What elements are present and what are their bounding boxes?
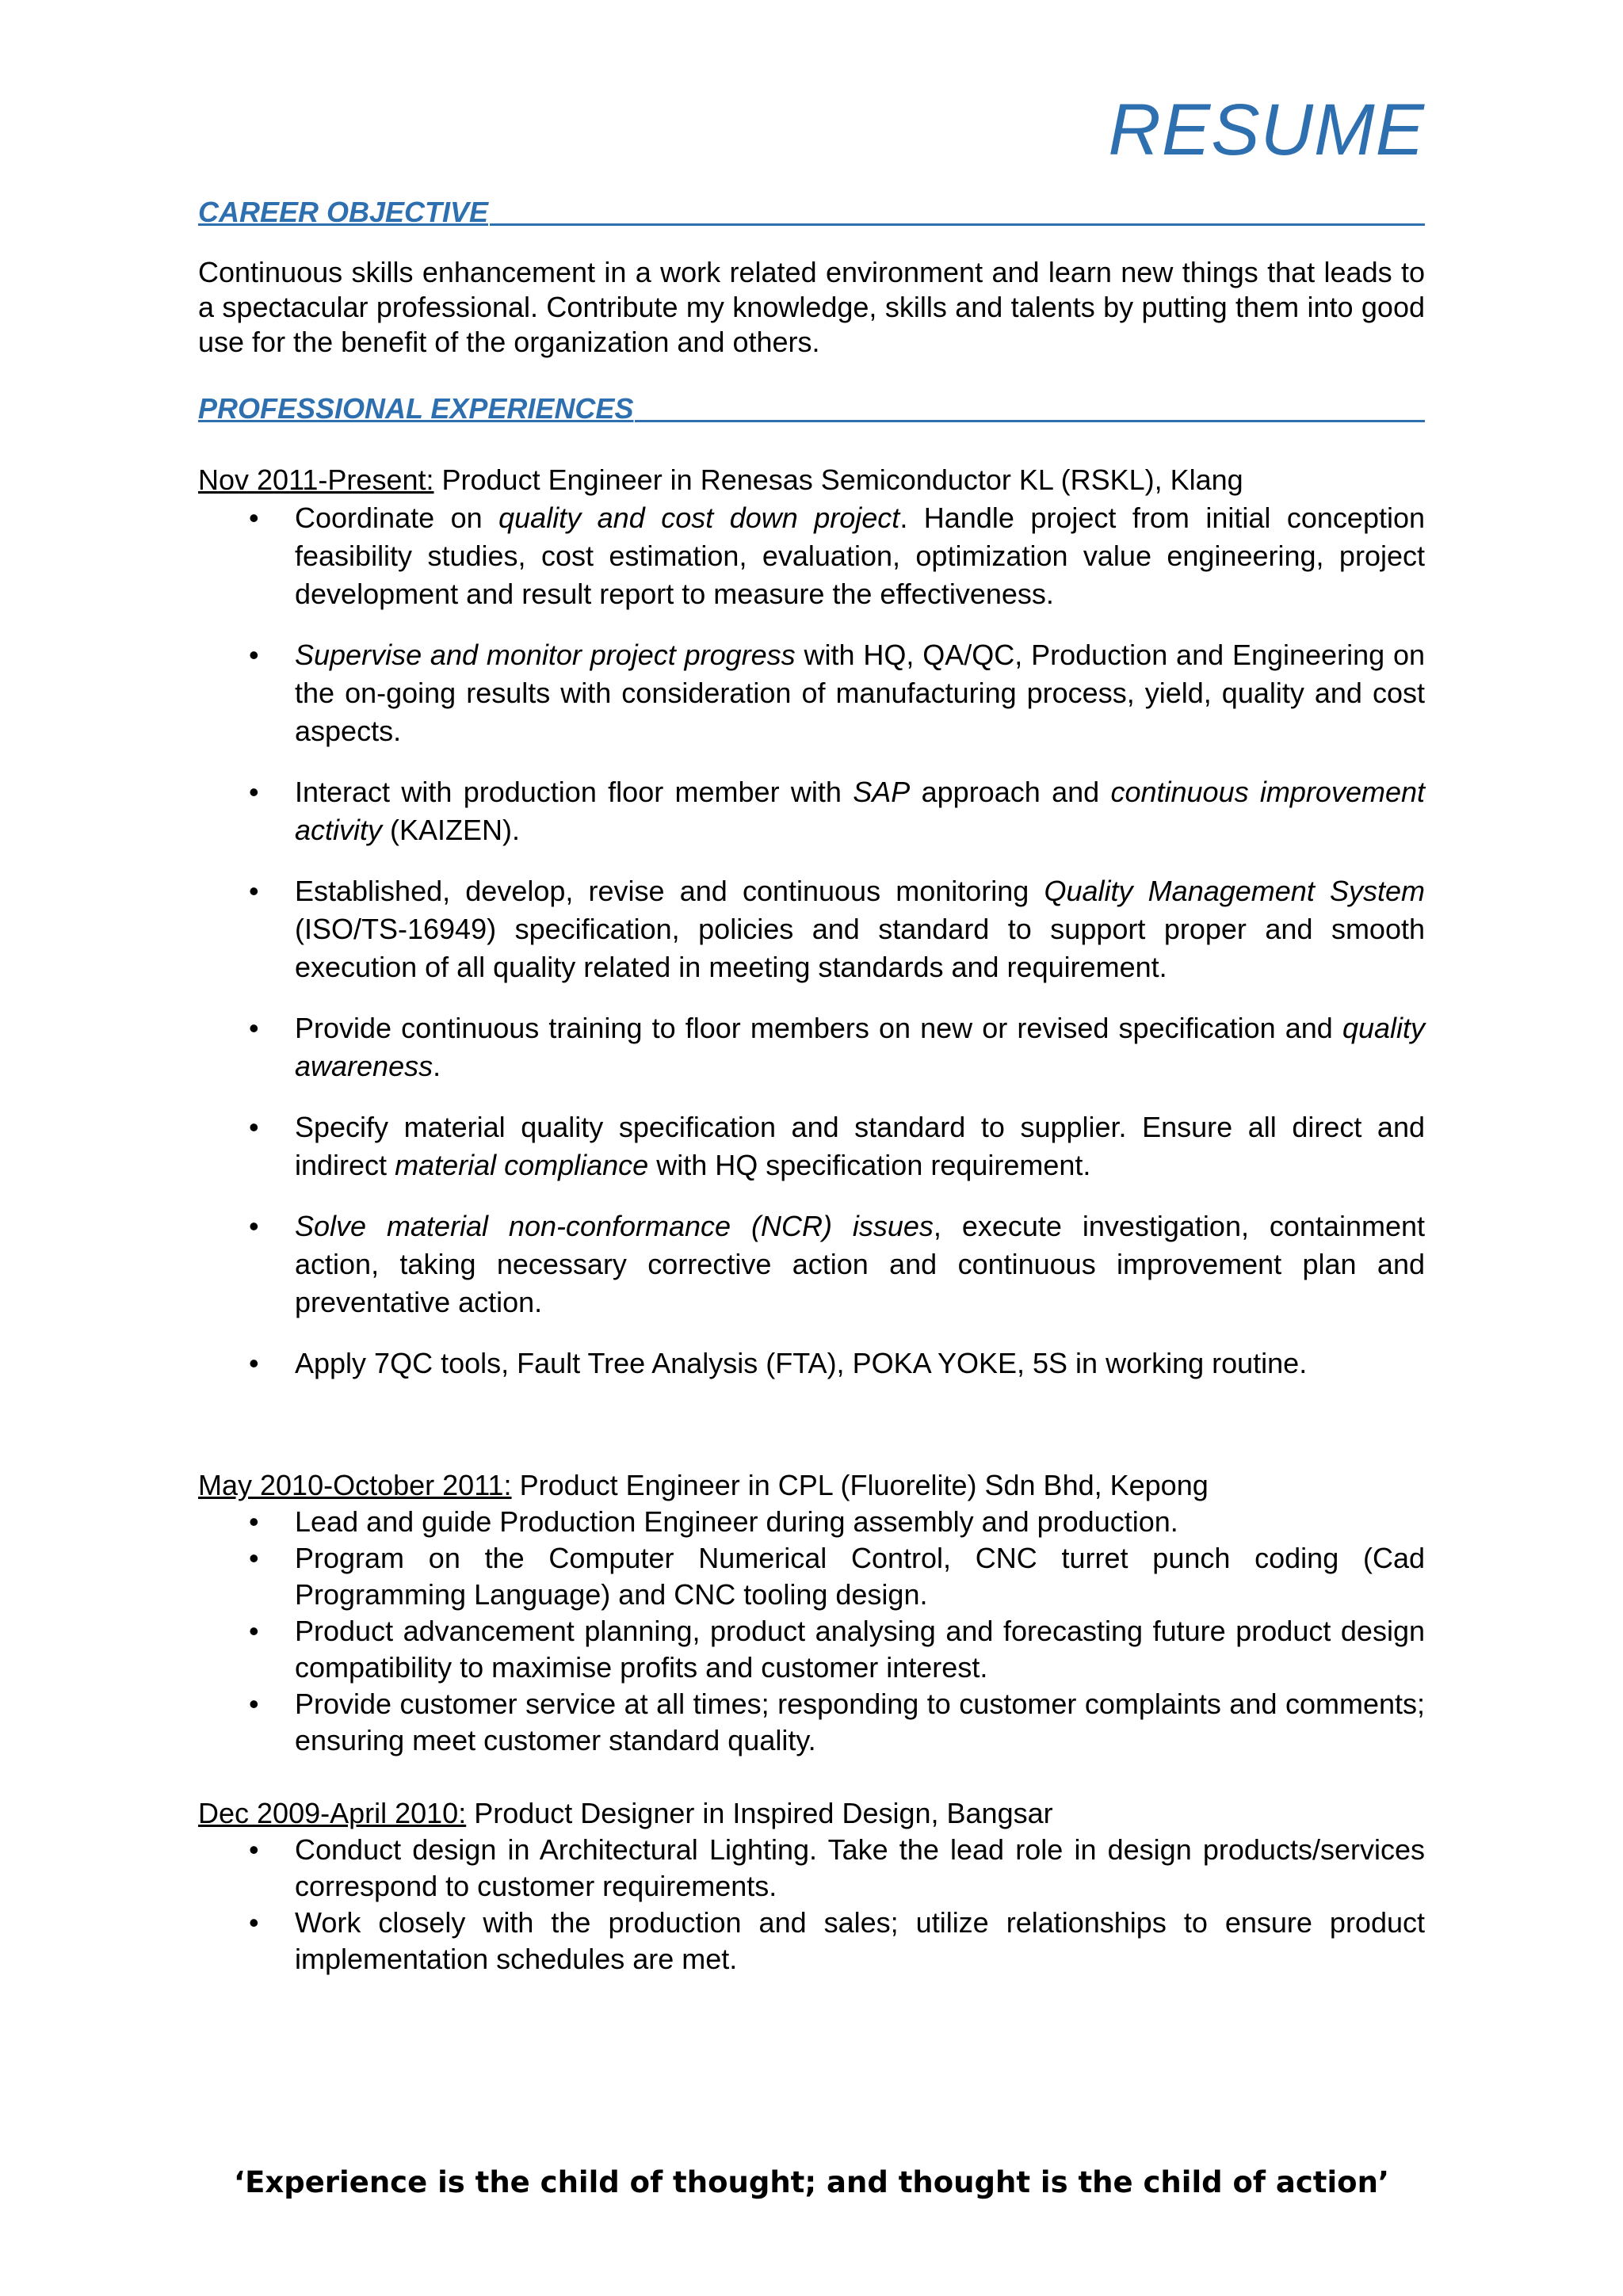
bullet-text: Apply 7QC tools, Fault Tree Analysis (FTA), POKA YOKE, 5S in working routine. (295, 1347, 1308, 1379)
bullet-text: Provide continuous training to floor members on new or revised specification and (295, 1012, 1342, 1044)
emphasis-text: Quality Management System (1044, 875, 1425, 907)
emphasis-text: quality awareness (295, 1012, 1425, 1082)
list-item (198, 1108, 1425, 1184)
bullet-text: Lead and guide Production Engineer during assembly and production. (295, 1505, 1178, 1538)
bullet-text: Established, develop, revise and continuous monitoring (295, 875, 1044, 907)
emphasis-text: Solve material non-conformance (NCR) issues (295, 1210, 934, 1242)
closing-quote: ‘Experience is the child of thought; and thought is the child of action’ (234, 2165, 1389, 2199)
bullet-text: Interact with production floor member with (295, 776, 854, 808)
list-item (198, 1009, 1425, 1085)
job-header (198, 1466, 1425, 1505)
emphasis-text: material compliance (395, 1149, 649, 1181)
list-item (198, 872, 1425, 986)
emphasis-text: Supervise and monitor project progress (295, 639, 796, 671)
bullet-text: Product advancement planning, product analysing and forecasting future product design compatibility to maximise profits and customer interest. (295, 1615, 1425, 1684)
list-item (198, 1540, 1425, 1613)
bullet-text: (KAIZEN). (382, 814, 521, 846)
emphasis-text: SAP (853, 776, 911, 808)
job-header (198, 461, 1425, 499)
job-bullet-list (198, 499, 1425, 1405)
job-date: Nov 2011-Present: (198, 463, 434, 496)
job-bullet-list (198, 1504, 1425, 1759)
career-objective-text: Continuous skills enhancement in a work related environment and learn new things that leads to a spectacular professional. Contribute my knowledge, skills and talents by putting them into good use for the benefit of the organization and others. (198, 256, 1425, 358)
bullet-text: approach and (910, 776, 1111, 808)
job-date: Dec 2009-April 2010: (198, 1797, 467, 1829)
list-item (198, 1905, 1425, 1978)
list-item (198, 636, 1425, 750)
emphasis-text: quality and cost down project (498, 502, 900, 534)
list-item (198, 499, 1425, 613)
job-bullet-list (198, 1832, 1425, 1978)
list-item (198, 1344, 1425, 1383)
job-title: Product Engineer in Renesas Semiconductor KL (RSKL), Klang (433, 463, 1243, 496)
job-date: May 2010-October 2011: (198, 1469, 512, 1501)
bullet-text: Program on the Computer Numerical Control, CNC turret punch coding (Cad Programming Language) and CNC tooling design. (295, 1542, 1425, 1611)
heading-rule (490, 223, 1425, 226)
list-item (198, 1504, 1425, 1540)
list-item (198, 1832, 1425, 1905)
career-objective-heading-text: CAREER OBJECTIVE (198, 196, 489, 228)
job-title: Product Engineer in CPL (Fluorelite) Sdn Bhd, Kepong (511, 1469, 1209, 1501)
bullet-text: with HQ, QA/QC, Production and Engineering on the on-going results with consideration of manufacturing process, yield, quality and cost aspects. (295, 639, 1425, 747)
bullet-text: Coordinate on (295, 502, 499, 534)
bullet-text: . (433, 1050, 441, 1082)
bullet-text: Provide customer service at all times; responding to customer complaints and comments; ensuring meet customer standard quality. (295, 1688, 1425, 1756)
bullet-text: , execute investigation, containment action, taking necessary corrective action and continuous improvement plan and preventative action. (295, 1210, 1425, 1318)
list-item (198, 1613, 1425, 1686)
heading-rule (635, 420, 1425, 422)
professional-experiences-heading-text: PROFESSIONAL EXPERIENCES (198, 392, 634, 425)
bullet-text: Specify material quality specification and standard to supplier. Ensure all direct and indirect (295, 1111, 1425, 1181)
job-header (198, 1794, 1425, 1833)
bullet-text: Work closely with the production and sales; utilize relationships to ensure product implementation schedules are met. (295, 1906, 1425, 1975)
resume-title: RESUME (1108, 90, 1425, 170)
list-item (198, 1207, 1425, 1322)
job-title: Product Designer in Inspired Design, Bangsar (466, 1797, 1053, 1829)
bullet-text: Conduct design in Architectural Lighting. Take the lead role in design products/services correspond to customer requirements. (295, 1833, 1425, 1902)
career-objective-heading (198, 195, 1425, 229)
bullet-text: . Handle project from initial conception feasibility studies, cost estimation, evaluation, optimization value engineering, project development and result report to measure the effectiveness. (295, 502, 1426, 610)
emphasis-text: continuous improvement activity (295, 776, 1425, 846)
bullet-text: (ISO/TS-16949) specification, policies and standard to support proper and smooth execution of all quality related in meeting standards and requirement. (295, 913, 1425, 983)
list-item (198, 1686, 1425, 1759)
list-item (198, 773, 1425, 849)
professional-experiences-heading (198, 391, 1425, 425)
bullet-text: with HQ specification requirement. (648, 1149, 1091, 1181)
